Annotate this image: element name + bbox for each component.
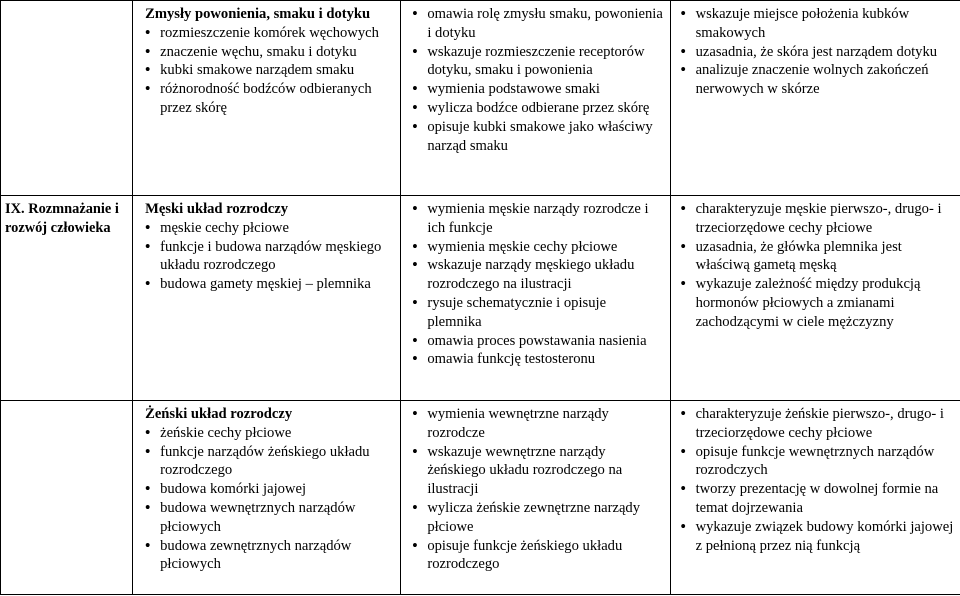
list-item: • wymienia wewnętrzne narządy rozrodcze (412, 405, 663, 443)
list-item: • opisuje funkcje wewnętrznych narządów rozrodczych (681, 443, 954, 481)
list-item: • analizuje znaczenie wolnych zakończeń nerwowych w skórze (681, 61, 954, 99)
list-item: • kubki smakowe narządem smaku (145, 61, 394, 80)
table-row (1, 1, 960, 196)
list-item: • znaczenie węchu, smaku i dotyku (145, 43, 394, 62)
list-item: • rozmieszczenie komórek węchowych (145, 24, 394, 43)
content-cell (133, 196, 401, 401)
list-item: • wylicza żeńskie zewnętrzne narządy płciowe (412, 499, 663, 537)
list-item: • wskazuje rozmieszczenie receptorów dotyku, smaku i powonienia (412, 43, 663, 81)
content-list (145, 219, 394, 294)
extended-requirements-cell (670, 196, 960, 401)
list-item: • opisuje funkcje żeńskiego układu rozrodczego (412, 537, 663, 575)
list-item: • wymienia męskie narządy rozrodcze i ich funkcje (412, 200, 663, 238)
basic-list (412, 5, 663, 155)
list-item: • omawia proces powstawania nasienia (412, 332, 663, 351)
extended-requirements-cell (670, 1, 960, 196)
basic-requirements-cell (401, 1, 670, 196)
basic-list (412, 405, 663, 574)
list-item: • wskazuje wewnętrzne narządy żeńskiego układu rozrodczego na ilustracji (412, 443, 663, 499)
list-item: • opisuje kubki smakowe jako właściwy narząd smaku (412, 118, 663, 156)
list-item: • różnorodność bodźców odbieranych przez skórę (145, 80, 394, 118)
list-item: • budowa komórki jajowej (145, 480, 394, 499)
list-item: • wylicza bodźce odbierane przez skórę (412, 99, 663, 118)
list-item: • funkcje i budowa narządów męskiego układu rozrodczego (145, 238, 394, 276)
list-item: • budowa wewnętrznych narządów płciowych (145, 499, 394, 537)
section-cell (1, 196, 133, 401)
list-item: • uzasadnia, że główka plemnika jest właściwą gametą męską (681, 238, 954, 276)
topic-heading: Żeński układ rozrodczy (145, 406, 293, 422)
list-item: • męskie cechy płciowe (145, 219, 394, 238)
list-item: • wykazuje związek budowy komórki jajowej z pełnioną przez nią funkcją (681, 518, 954, 556)
content-list (145, 424, 394, 574)
table-row (1, 196, 960, 401)
list-item: • tworzy prezentację w dowolnej formie na temat dojrzewania (681, 480, 954, 518)
table-row (1, 401, 960, 595)
list-item: • wymienia męskie cechy płciowe (412, 238, 663, 257)
content-cell (133, 1, 401, 196)
topic-heading: Męski układ rozrodczy (145, 201, 289, 217)
list-item: • żeńskie cechy płciowe (145, 424, 394, 443)
list-item: • uzasadnia, że skóra jest narządem dotyku (681, 43, 954, 62)
section-label: IX. Rozmnażanie i rozwój człowieka (5, 201, 119, 236)
section-cell (1, 401, 133, 595)
list-item: • funkcje narządów żeńskiego układu rozrodczego (145, 443, 394, 481)
extended-list (681, 200, 954, 332)
list-item: • budowa zewnętrznych narządów płciowych (145, 537, 394, 575)
list-item: • wskazuje narządy męskiego układu rozrodczego na ilustracji (412, 256, 663, 294)
list-item: • wskazuje miejsce położenia kubków smakowych (681, 5, 954, 43)
list-item: • wykazuje zależność między produkcją hormonów płciowych a zmianami zachodzącymi w ciele mężczyzny (681, 275, 954, 331)
section-cell (1, 1, 133, 196)
list-item: • omawia rolę zmysłu smaku, powonienia i dotyku (412, 5, 663, 43)
list-item: • charakteryzuje żeńskie pierwszo-, drugo- i trzeciorzędowe cechy płciowe (681, 405, 954, 443)
list-item: • budowa gamety męskiej – plemnika (145, 275, 394, 294)
basic-requirements-cell (401, 401, 670, 595)
list-item: • rysuje schematycznie i opisuje plemnika (412, 294, 663, 332)
basic-requirements-cell (401, 196, 670, 401)
extended-list (681, 5, 954, 99)
list-item: • charakteryzuje męskie pierwszo-, drugo- i trzeciorzędowe cechy płciowe (681, 200, 954, 238)
list-item: • wymienia podstawowe smaki (412, 80, 663, 99)
topic-heading: Zmysły powonienia, smaku i dotyku (145, 6, 371, 22)
extended-requirements-cell (670, 401, 960, 595)
content-list (145, 24, 394, 118)
content-cell (133, 401, 401, 595)
list-item: • omawia funkcję testosteronu (412, 350, 663, 369)
extended-list (681, 405, 954, 555)
basic-list (412, 200, 663, 369)
